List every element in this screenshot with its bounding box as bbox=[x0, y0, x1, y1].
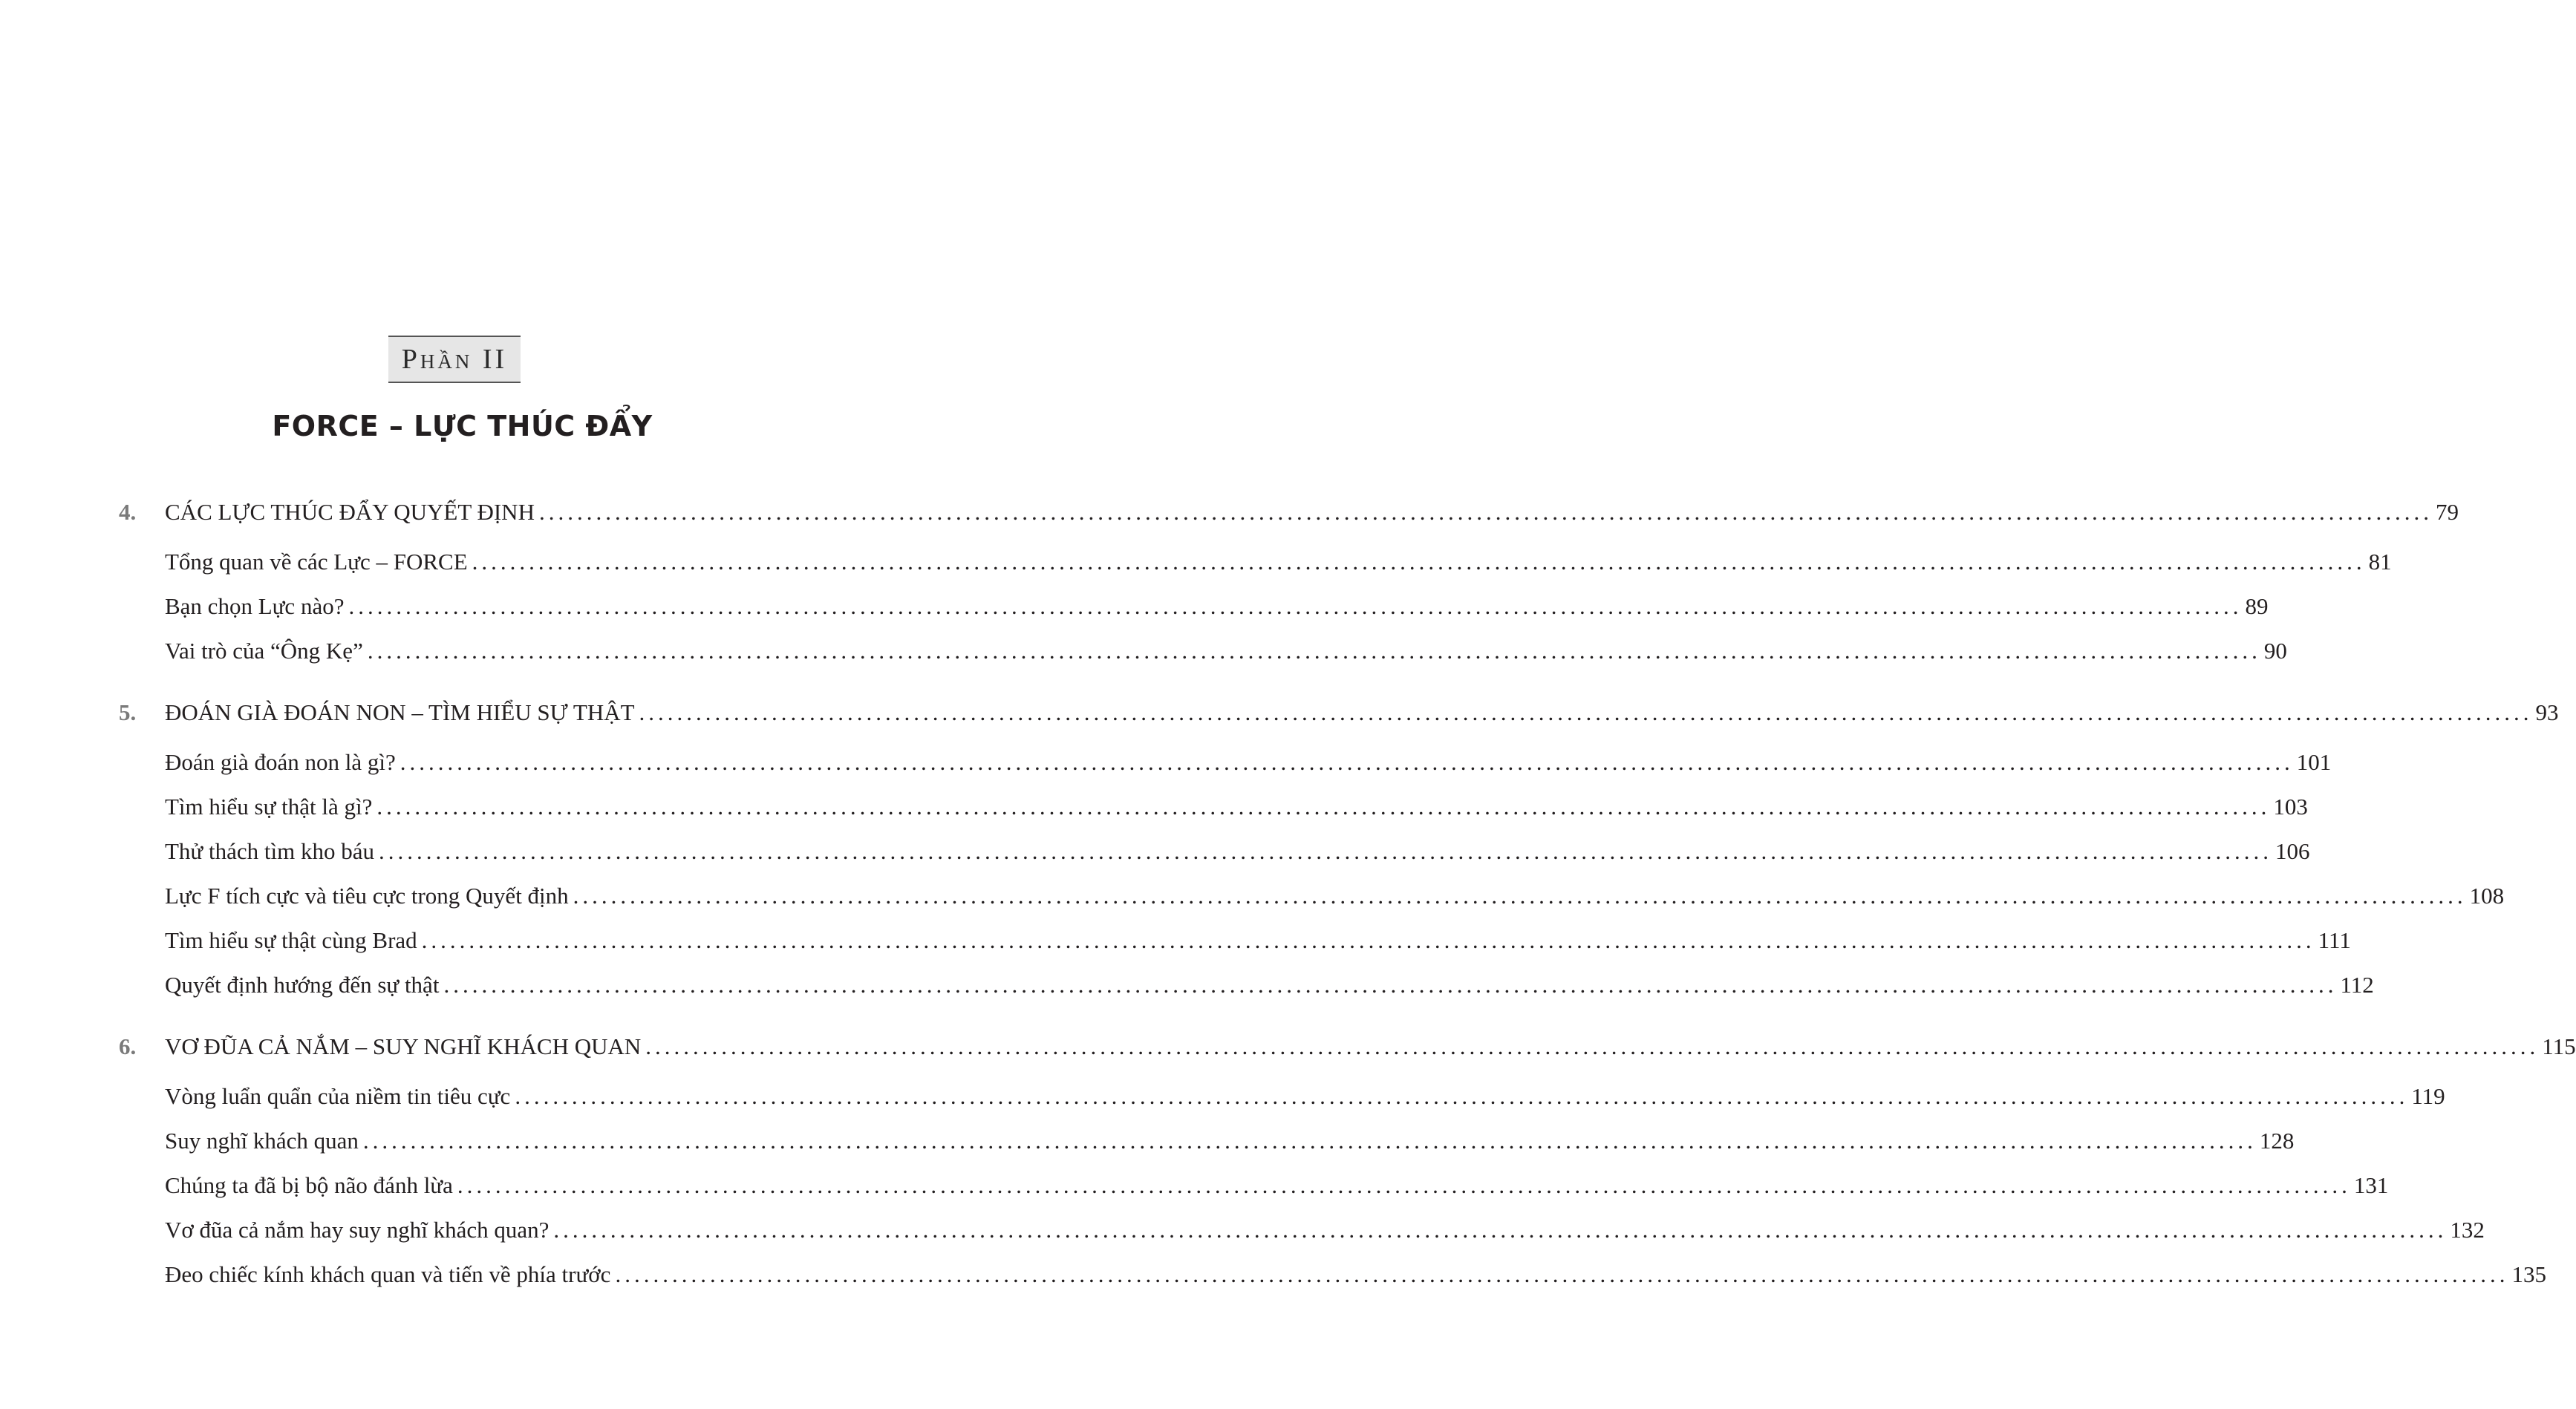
section-page-number: 89 bbox=[2245, 593, 2269, 619]
section-page-number: 112 bbox=[2340, 972, 2374, 998]
section-page-number: 111 bbox=[2318, 927, 2351, 953]
dot-leader: ........................................................................................................................................................................................................ bbox=[538, 499, 2433, 525]
section-page-number: 90 bbox=[2263, 638, 2287, 664]
section-page-number: 81 bbox=[2368, 549, 2392, 575]
dot-leader: ........................................................................................................................................................................................................ bbox=[639, 699, 2533, 725]
section-page-number: 131 bbox=[2353, 1172, 2389, 1198]
chapter-page-number: 115 bbox=[2542, 1033, 2576, 1059]
toc-section-entry bbox=[165, 590, 2269, 623]
chapter-title: ĐOÁN GIÀ ĐOÁN NON – TÌM HIỂU SỰ THẬT bbox=[165, 699, 635, 725]
dot-leader: ........................................................................................................................................................................................................ bbox=[421, 927, 2315, 953]
section-page-number: 101 bbox=[2296, 749, 2332, 775]
toc-section-entry bbox=[165, 924, 2351, 957]
dot-leader: ........................................................................................................................................................................................................ bbox=[400, 749, 2294, 775]
dot-leader: ........................................................................................................................................................................................................ bbox=[472, 549, 2366, 575]
dot-leader: ........................................................................................................................................................................................................ bbox=[457, 1172, 2351, 1198]
toc-section-entry bbox=[165, 1169, 2389, 1202]
section-title: Chúng ta đã bị bộ não đánh lừa bbox=[165, 1172, 453, 1198]
chapter-page-number: 79 bbox=[2435, 499, 2459, 525]
dot-leader: ........................................................................................................................................................................................................ bbox=[443, 972, 2338, 998]
section-page-number: 128 bbox=[2259, 1128, 2295, 1154]
dot-leader: ........................................................................................................................................................................................................ bbox=[376, 794, 2271, 820]
section-page-number: 119 bbox=[2411, 1083, 2445, 1109]
toc-section-entry bbox=[165, 969, 2374, 1001]
section-title: Tổng quan về các Lực – FORCE bbox=[165, 549, 468, 575]
section-page-number: 103 bbox=[2273, 794, 2308, 820]
section-page-number: 132 bbox=[2450, 1217, 2485, 1243]
toc-section-entry bbox=[165, 1214, 2485, 1246]
section-title: Suy nghĩ khách quan bbox=[165, 1128, 359, 1154]
toc-section-entry bbox=[165, 546, 2392, 578]
toc-section-entry bbox=[165, 880, 2505, 912]
section-page-number: 106 bbox=[2275, 838, 2310, 864]
section-page-number: 108 bbox=[2469, 883, 2505, 909]
chapter-title: VƠ ĐŨA CẢ NẮM – SUY NGHĨ KHÁCH QUAN bbox=[165, 1033, 642, 1059]
toc-chapter-entry bbox=[119, 1030, 2576, 1063]
dot-leader: ........................................................................................................................................................................................................ bbox=[362, 1128, 2257, 1154]
chapter-page-number: 93 bbox=[2535, 699, 2559, 725]
section-title: Thử thách tìm kho báu bbox=[165, 838, 374, 864]
section-title: Vòng luẩn quẩn của niềm tin tiêu cực bbox=[165, 1083, 511, 1109]
part-title: FORCE – LỰC THÚC ĐẨY bbox=[272, 410, 653, 442]
toc-section-entry bbox=[165, 791, 2308, 823]
dot-leader: ........................................................................................................................................................................................................ bbox=[378, 838, 2272, 864]
toc-chapter-entry bbox=[119, 496, 2459, 529]
toc-section-entry bbox=[165, 1258, 2546, 1291]
toc-section-entry bbox=[165, 1080, 2445, 1113]
section-title: Đoán già đoán non là gì? bbox=[165, 749, 396, 775]
dot-leader: ........................................................................................................................................................................................................ bbox=[615, 1261, 2509, 1287]
dot-leader: ........................................................................................................................................................................................................ bbox=[553, 1217, 2448, 1243]
chapter-number: 4. bbox=[119, 499, 137, 525]
dot-leader: ........................................................................................................................................................................................................ bbox=[515, 1083, 2409, 1109]
chapter-title: CÁC LỰC THÚC ĐẨY QUYẾT ĐỊNH bbox=[165, 499, 535, 525]
section-title: Lực F tích cực và tiêu cực trong Quyết định bbox=[165, 883, 569, 909]
chapter-number: 6. bbox=[119, 1033, 137, 1059]
section-title: Quyết định hướng đến sự thật bbox=[165, 972, 440, 998]
dot-leader: ........................................................................................................................................................................................................ bbox=[348, 593, 2243, 619]
toc-section-entry bbox=[165, 746, 2332, 779]
section-title: Tìm hiểu sự thật cùng Brad bbox=[165, 927, 417, 953]
dot-leader: ........................................................................................................................................................................................................ bbox=[573, 883, 2467, 909]
chapter-number: 5. bbox=[119, 699, 137, 725]
dot-leader: ........................................................................................................................................................................................................ bbox=[645, 1033, 2540, 1059]
toc-section-entry bbox=[165, 835, 2310, 868]
section-title: Vơ đũa cả nắm hay suy nghĩ khách quan? bbox=[165, 1217, 550, 1243]
section-title: Tìm hiểu sự thật là gì? bbox=[165, 794, 373, 820]
part-label-box bbox=[388, 336, 521, 383]
part-label: Phần II bbox=[401, 344, 508, 375]
section-page-number: 135 bbox=[2511, 1261, 2546, 1287]
section-title: Vai trò của “Ông Kẹ” bbox=[165, 638, 363, 664]
section-title: Bạn chọn Lực nào? bbox=[165, 593, 345, 619]
toc-section-entry bbox=[165, 635, 2287, 667]
toc-section-entry bbox=[165, 1125, 2295, 1157]
section-title: Đeo chiếc kính khách quan và tiến về phía trước bbox=[165, 1261, 611, 1287]
toc-chapter-entry bbox=[119, 696, 2559, 729]
dot-leader: ........................................................................................................................................................................................................ bbox=[367, 638, 2261, 664]
